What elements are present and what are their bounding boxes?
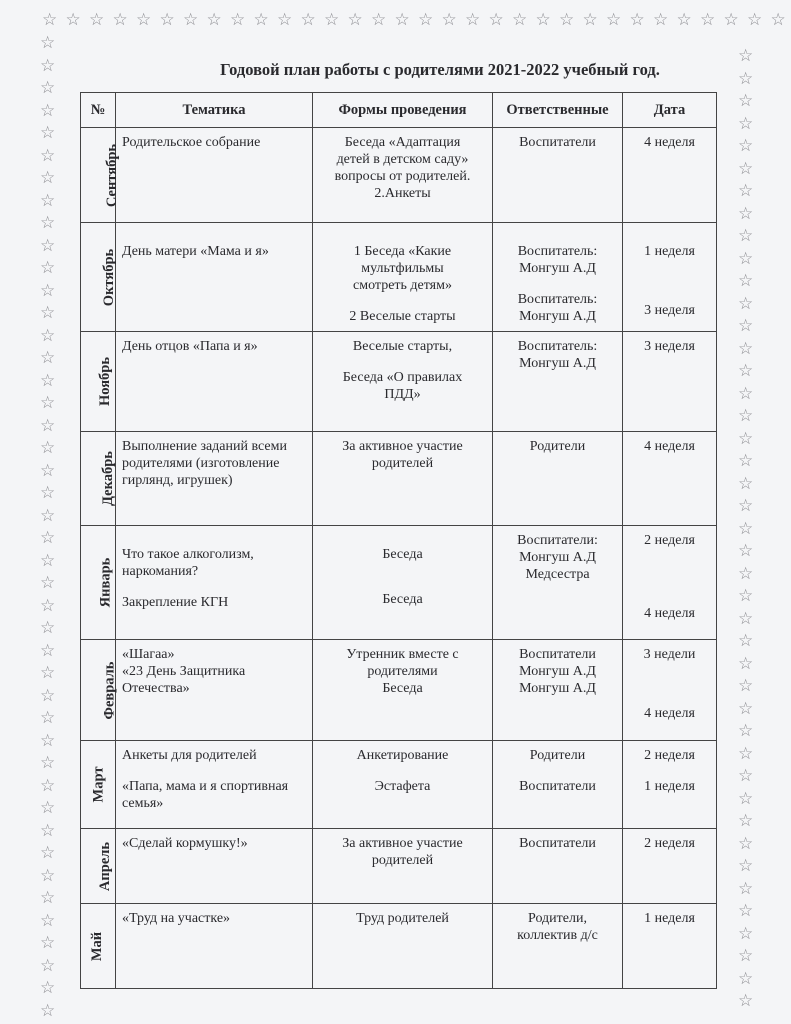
date-cell: [623, 829, 717, 904]
star-border-icon: ☆: [394, 10, 410, 30]
star-border-icon: ☆: [738, 91, 754, 111]
star-border-icon: ☆: [230, 10, 246, 30]
star-border-icon: ☆: [183, 10, 199, 30]
date-line: [629, 591, 710, 605]
form-line: Эстафета: [374, 779, 431, 794]
form-line: [319, 577, 486, 591]
header-number: №: [81, 93, 116, 128]
responsible-line: Монгуш А.Д: [519, 664, 596, 679]
form-line: [319, 563, 486, 577]
form-cell: [313, 223, 493, 332]
form-line: вопросы от родителей.: [334, 169, 471, 184]
star-border-icon: ☆: [40, 258, 56, 278]
star-border-icon: ☆: [738, 721, 754, 741]
date-line: [629, 229, 710, 243]
star-border-icon: ☆: [738, 361, 754, 381]
responsible-line: Родители: [529, 748, 586, 763]
star-border-icon: ☆: [40, 33, 56, 53]
header-topic: Тематика: [116, 93, 313, 128]
month-cell: [81, 640, 116, 741]
responsible-line: Монгуш А.Д: [519, 681, 596, 696]
star-border-icon: ☆: [40, 303, 56, 323]
form-line: [319, 532, 486, 546]
star-border-icon: ☆: [738, 338, 754, 359]
topic-cell: [116, 829, 313, 904]
star-border-icon: ☆: [582, 10, 598, 30]
star-border-icon: ☆: [653, 10, 669, 30]
topic-cell: [116, 223, 313, 332]
topic-line: «Шагаа»: [122, 647, 175, 662]
star-border-icon: ☆: [738, 676, 754, 696]
topic-cell: [116, 526, 313, 640]
star-border-icon: ☆: [738, 653, 754, 674]
date-line: 3 неделя: [644, 303, 695, 318]
star-border-icon: ☆: [465, 10, 481, 30]
star-border-icon: ☆: [738, 968, 754, 989]
table-header-row: [81, 93, 717, 128]
star-border-icon: ☆: [40, 168, 56, 188]
month-cell: [81, 829, 116, 904]
star-border-icon: ☆: [747, 10, 763, 30]
date-line: 3 неделя: [644, 339, 695, 354]
star-border-icon: ☆: [738, 113, 754, 134]
date-line: [629, 274, 710, 288]
star-border-icon: ☆: [738, 46, 754, 66]
plan-table: [80, 92, 717, 989]
month-label: Сентябрь: [104, 143, 121, 207]
star-border-icon: ☆: [738, 293, 754, 314]
form-line: ПДД»: [384, 387, 421, 402]
star-border-icon: ☆: [42, 10, 58, 30]
topic-line: [122, 580, 306, 594]
date-cell: [623, 741, 717, 829]
star-border-icon: ☆: [418, 10, 434, 30]
star-border-icon: ☆: [40, 280, 56, 301]
topic-line: Отечества»: [122, 681, 190, 696]
star-border-icon: ☆: [40, 933, 56, 953]
topic-line: Анкеты для родителей: [122, 748, 257, 763]
responsible-cell: [493, 432, 623, 526]
form-line: родителей: [371, 456, 434, 471]
star-border-icon: ☆: [40, 955, 56, 976]
date-line: 1 неделя: [644, 779, 695, 794]
star-border-icon: ☆: [40, 393, 56, 413]
topic-line: гирлянд, игрушек): [122, 473, 233, 488]
topic-line: семья»: [122, 796, 164, 811]
month-cell: [81, 432, 116, 526]
star-border-icon: ☆: [738, 878, 754, 899]
date-line: [629, 691, 710, 705]
month-label: Декабрь: [99, 451, 116, 506]
date-line: [629, 563, 710, 577]
star-border-icon: ☆: [559, 10, 575, 30]
star-border-icon: ☆: [40, 978, 56, 998]
topic-line: Закрепление КГН: [122, 595, 229, 610]
table-row: [81, 526, 717, 640]
star-border-icon: ☆: [277, 10, 293, 30]
star-border-icon: ☆: [112, 10, 128, 30]
star-border-icon: ☆: [723, 10, 739, 30]
form-line: мультфильмы: [361, 261, 444, 276]
topic-cell: [116, 741, 313, 829]
date-line: [629, 260, 710, 274]
form-line: [319, 229, 486, 243]
form-line: Беседа: [382, 681, 423, 696]
form-line: родителями: [367, 664, 438, 679]
date-line: 1 неделя: [644, 911, 695, 926]
topic-cell: [116, 432, 313, 526]
star-border-icon: ☆: [738, 743, 754, 764]
responsible-cell: [493, 640, 623, 741]
topic-cell: [116, 128, 313, 223]
star-border-icon: ☆: [40, 325, 56, 346]
form-line: Беседа: [382, 592, 423, 607]
month-cell: [81, 526, 116, 640]
form-cell: [313, 128, 493, 223]
topic-line: наркомания?: [122, 564, 199, 579]
date-line: 2 неделя: [644, 533, 695, 548]
star-border-icon: ☆: [738, 473, 754, 494]
star-border-icon: ☆: [738, 766, 754, 786]
star-border-icon: ☆: [629, 10, 645, 30]
star-border-icon: ☆: [40, 78, 56, 98]
star-border-icon: ☆: [40, 865, 56, 886]
star-border-icon: ☆: [738, 856, 754, 876]
star-border-icon: ☆: [40, 573, 56, 593]
star-border-icon: ☆: [300, 10, 316, 30]
star-border-icon: ☆: [738, 698, 754, 719]
responsible-cell: [493, 128, 623, 223]
responsible-line: Воспитатели: [519, 135, 596, 150]
form-cell: [313, 640, 493, 741]
responsible-cell: [493, 332, 623, 432]
form-line: детей в детском саду»: [336, 152, 469, 167]
date-line: 4 неделя: [644, 606, 695, 621]
month-cell: [81, 904, 116, 989]
form-line: 2.Анкеты: [374, 186, 431, 201]
topic-line: День отцов «Папа и я»: [122, 339, 258, 354]
responsible-line: Медсестра: [525, 567, 590, 582]
date-cell: [623, 640, 717, 741]
month-label: Апрель: [97, 841, 114, 891]
responsible-line: Воспитатели: [519, 647, 596, 662]
star-border-icon: ☆: [738, 586, 754, 606]
table-row: [81, 904, 717, 989]
table-row: [81, 128, 717, 223]
star-border-icon: ☆: [40, 528, 56, 548]
form-line: [319, 355, 486, 369]
responsible-line: [499, 764, 616, 778]
table-row: [81, 332, 717, 432]
star-border-icon: ☆: [40, 460, 56, 481]
form-cell: [313, 332, 493, 432]
star-border-icon: ☆: [738, 158, 754, 179]
responsible-line: Воспитатели:: [517, 533, 598, 548]
star-border-icon: ☆: [738, 271, 754, 291]
star-border-icon: ☆: [159, 10, 175, 30]
star-border-icon: ☆: [738, 991, 754, 1011]
date-line: 2 неделя: [644, 748, 695, 763]
star-border-icon: ☆: [700, 10, 716, 30]
responsible-line: Монгуш А.Д: [519, 550, 596, 565]
month-label: Май: [89, 931, 106, 961]
star-border-icon: ☆: [40, 415, 56, 436]
star-border-icon: ☆: [40, 213, 56, 233]
form-cell: [313, 741, 493, 829]
month-cell: [81, 741, 116, 829]
star-border-icon: ☆: [40, 888, 56, 908]
form-line: Утренник вместе с: [346, 647, 459, 662]
date-line: [629, 577, 710, 591]
star-border-icon: ☆: [676, 10, 692, 30]
form-line: родителей: [371, 853, 434, 868]
star-border-icon: ☆: [40, 505, 56, 526]
form-line: Беседа «Адаптация: [344, 135, 461, 150]
topic-cell: [116, 640, 313, 741]
star-border-icon: ☆: [738, 518, 754, 539]
star-border-icon: ☆: [40, 55, 56, 76]
star-border-icon: ☆: [738, 316, 754, 336]
star-border-icon: ☆: [738, 496, 754, 516]
star-border-icon: ☆: [738, 68, 754, 89]
topic-line: День матери «Мама и я»: [122, 244, 269, 259]
star-border-icon: ☆: [371, 10, 387, 30]
month-label: Октябрь: [101, 248, 118, 306]
star-border-icon: ☆: [40, 190, 56, 211]
topic-line: [122, 764, 306, 778]
date-line: 4 неделя: [644, 135, 695, 150]
topic-line: «Сделай кормушку!»: [122, 836, 248, 851]
responsible-line: [499, 229, 616, 243]
table-row: [81, 223, 717, 332]
star-border-icon: ☆: [347, 10, 363, 30]
date-line: [629, 549, 710, 563]
topic-line: Выполнение заданий всеми: [122, 439, 287, 454]
date-line: [629, 677, 710, 691]
star-border-icon: ☆: [40, 145, 56, 166]
star-border-icon: ☆: [40, 640, 56, 661]
table-row: [81, 432, 717, 526]
document-title: Годовой план работы с родителями 2021-2022 учебный год.: [220, 60, 660, 79]
form-line: 1 Беседа «Какие: [353, 244, 452, 259]
date-line: [629, 663, 710, 677]
topic-line: Родительское собрание: [122, 135, 261, 150]
star-border-icon: ☆: [738, 631, 754, 651]
star-border-icon: ☆: [206, 10, 222, 30]
star-border-icon: ☆: [40, 730, 56, 751]
responsible-line: Монгуш А.Д: [519, 261, 596, 276]
topic-line: родителями (изготовление: [122, 456, 280, 471]
star-border-icon: ☆: [40, 123, 56, 143]
responsible-line: Родители: [529, 439, 586, 454]
form-line: За активное участие: [342, 836, 463, 851]
star-border-icon: ☆: [40, 618, 56, 638]
date-line: [629, 764, 710, 778]
star-border-icon: ☆: [40, 438, 56, 458]
table-row: [81, 741, 717, 829]
star-border-icon: ☆: [40, 235, 56, 256]
month-label: Ноябрь: [97, 356, 114, 407]
star-border-icon: ☆: [606, 10, 622, 30]
star-border-icon: ☆: [89, 10, 105, 30]
star-border-icon: ☆: [738, 608, 754, 629]
table-row: [81, 640, 717, 741]
form-line: 2 Веселые старты: [349, 309, 456, 324]
star-border-icon: ☆: [738, 788, 754, 809]
star-border-icon: ☆: [40, 550, 56, 571]
date-line: 3 недели: [643, 647, 696, 662]
star-border-icon: ☆: [738, 248, 754, 269]
responsible-line: Монгуш А.Д: [519, 309, 596, 324]
star-border-icon: ☆: [738, 946, 754, 966]
form-cell: [313, 432, 493, 526]
responsible-cell: [493, 223, 623, 332]
star-border-icon: ☆: [40, 775, 56, 796]
star-border-icon: ☆: [40, 1000, 56, 1021]
star-border-icon: ☆: [738, 226, 754, 246]
form-line: Труд родителей: [356, 911, 449, 926]
form-line: Анкетирование: [356, 748, 449, 763]
responsible-line: Воспитатели: [519, 779, 596, 794]
topic-line: «Папа, мама и я спортивная: [122, 779, 289, 794]
star-border-icon: ☆: [40, 820, 56, 841]
star-border-icon: ☆: [40, 483, 56, 503]
star-border-icon: ☆: [40, 663, 56, 683]
topic-cell: [116, 332, 313, 432]
date-line: 2 неделя: [644, 836, 695, 851]
star-border-icon: ☆: [40, 685, 56, 706]
star-border-icon: ☆: [738, 563, 754, 584]
date-cell: [623, 128, 717, 223]
date-line: [629, 288, 710, 302]
date-cell: [623, 526, 717, 640]
star-border-icon: ☆: [512, 10, 528, 30]
star-border-icon: ☆: [738, 428, 754, 449]
star-border-icon: ☆: [40, 910, 56, 931]
header-date: Дата: [623, 93, 717, 128]
responsible-line: Родители,: [528, 911, 587, 926]
star-border-icon: ☆: [738, 811, 754, 831]
responsible-line: [499, 277, 616, 291]
form-line: [319, 294, 486, 308]
date-line: 1 неделя: [644, 244, 695, 259]
date-cell: [623, 904, 717, 989]
form-line: Веселые старты,: [352, 339, 453, 354]
star-border-icon: ☆: [441, 10, 457, 30]
header-responsible: Ответственные: [493, 93, 623, 128]
star-border-icon: ☆: [535, 10, 551, 30]
star-border-icon: ☆: [40, 370, 56, 391]
star-border-icon: ☆: [40, 843, 56, 863]
star-border-icon: ☆: [40, 348, 56, 368]
header-form: Формы проведения: [313, 93, 493, 128]
date-cell: [623, 223, 717, 332]
star-border-icon: ☆: [738, 901, 754, 921]
date-line: 4 неделя: [644, 706, 695, 721]
star-border-icon: ☆: [738, 833, 754, 854]
star-border-icon: ☆: [738, 406, 754, 426]
form-line: Беседа: [382, 547, 423, 562]
date-cell: [623, 432, 717, 526]
month-label: Февраль: [101, 661, 118, 719]
topic-cell: [116, 904, 313, 989]
form-cell: [313, 526, 493, 640]
form-line: смотреть детям»: [353, 278, 452, 293]
form-line: [319, 764, 486, 778]
month-cell: [81, 128, 121, 223]
star-border-icon: ☆: [738, 203, 754, 224]
month-label: Январь: [97, 557, 114, 608]
star-border-icon: ☆: [40, 100, 56, 121]
responsible-line: Воспитатель:: [517, 244, 598, 259]
star-border-icon: ☆: [40, 595, 56, 616]
star-border-icon: ☆: [770, 10, 786, 30]
form-cell: [313, 904, 493, 989]
responsible-cell: [493, 741, 623, 829]
responsible-line: Воспитатели: [519, 836, 596, 851]
star-border-icon: ☆: [324, 10, 340, 30]
star-border-icon: ☆: [738, 383, 754, 404]
responsible-cell: [493, 526, 623, 640]
star-border-icon: ☆: [488, 10, 504, 30]
star-border-icon: ☆: [738, 541, 754, 561]
date-line: 4 неделя: [644, 439, 695, 454]
responsible-line: Воспитатель:: [517, 292, 598, 307]
responsible-line: Воспитатель:: [517, 339, 598, 354]
star-border-icon: ☆: [65, 10, 81, 30]
topic-line: «23 День Защитника: [122, 664, 246, 679]
star-border-icon: ☆: [40, 753, 56, 773]
topic-line: [122, 532, 306, 546]
month-label: Март: [90, 766, 107, 803]
star-border-icon: ☆: [738, 181, 754, 201]
responsible-line: Монгуш А.Д: [519, 356, 596, 371]
star-border-icon: ☆: [253, 10, 269, 30]
responsible-cell: [493, 904, 623, 989]
form-line: За активное участие: [342, 439, 463, 454]
star-border-icon: ☆: [738, 923, 754, 944]
topic-line: [122, 229, 306, 243]
responsible-cell: [493, 829, 623, 904]
table-row: [81, 829, 717, 904]
month-cell: [81, 332, 116, 432]
month-cell: [81, 223, 116, 332]
form-cell: [313, 829, 493, 904]
date-cell: [623, 332, 717, 432]
star-border-icon: ☆: [136, 10, 152, 30]
topic-line: Что такое алкоголизм,: [122, 547, 254, 562]
form-line: Беседа «О правилах: [342, 370, 463, 385]
star-border-icon: ☆: [40, 708, 56, 728]
topic-line: «Труд на участке»: [122, 911, 231, 926]
responsible-line: коллектив д/с: [517, 928, 598, 943]
star-border-icon: ☆: [738, 136, 754, 156]
star-border-icon: ☆: [738, 451, 754, 471]
star-border-icon: ☆: [40, 798, 56, 818]
